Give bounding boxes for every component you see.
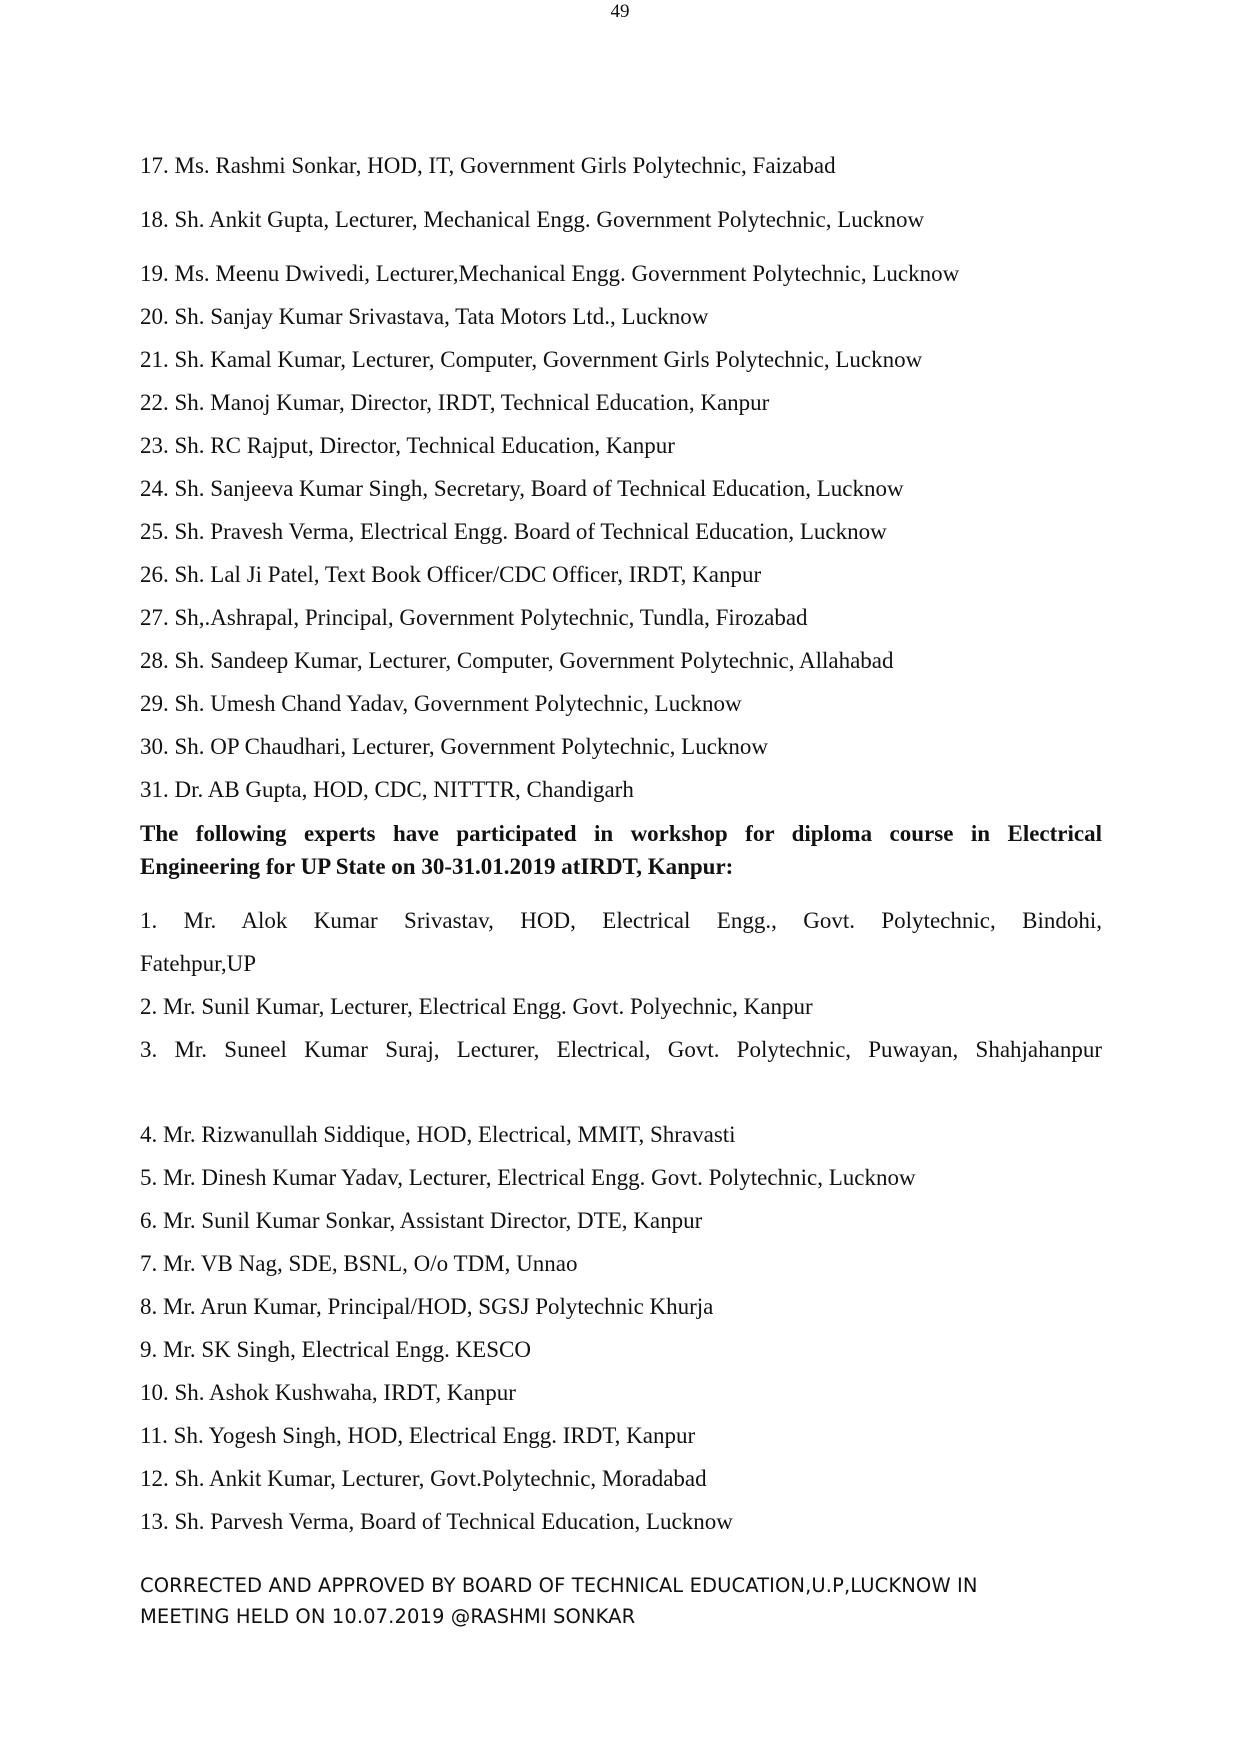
list-item: 31. Dr. AB Gupta, HOD, CDC, NITTTR, Chandigarh: [140, 777, 634, 802]
list-item: 3. Mr. Suneel Kumar Suraj, Lecturer, Electrical, Govt. Polytechnic, Puwayan, Shahjahanpur: [140, 1037, 1102, 1062]
list-item: 8. Mr. Arun Kumar, Principal/HOD, SGSJ Polytechnic Khurja: [140, 1294, 714, 1319]
list-item: 11. Sh. Yogesh Singh, HOD, Electrical Engg. IRDT, Kanpur: [140, 1423, 696, 1448]
list-item: 12. Sh. Ankit Kumar, Lecturer, Govt.Polytechnic, Moradabad: [140, 1466, 707, 1491]
list-item: 5. Mr. Dinesh Kumar Yadav, Lecturer, Electrical Engg. Govt. Polytechnic, Lucknow: [140, 1165, 916, 1190]
list-item: 2. Mr. Sunil Kumar, Lecturer, Electrical Engg. Govt. Polyechnic, Kanpur: [140, 994, 813, 1019]
list-item: 20. Sh. Sanjay Kumar Srivastava, Tata Motors Ltd., Lucknow: [140, 304, 709, 329]
list-item: 30. Sh. OP Chaudhari, Lecturer, Government Polytechnic, Lucknow: [140, 734, 769, 759]
page-number: 49: [610, 1, 630, 22]
approval-footer: [140, 1570, 1140, 1632]
list-item: 7. Mr. VB Nag, SDE, BSNL, O/o TDM, Unnao: [140, 1251, 578, 1276]
spacer: [140, 1071, 1102, 1113]
list-item: 24. Sh. Sanjeeva Kumar Singh, Secretary, Board of Technical Education, Lucknow: [140, 476, 904, 501]
list-item: 23. Sh. RC Rajput, Director, Technical Education, Kanpur: [140, 433, 675, 458]
list-item: 17. Ms. Rashmi Sonkar, HOD, IT, Government Girls Polytechnic, Faizabad: [140, 153, 836, 178]
list-item: 10. Sh. Ashok Kushwaha, IRDT, Kanpur: [140, 1380, 516, 1405]
list-item: 19. Ms. Meenu Dwivedi, Lecturer,Mechanical Engg. Government Polytechnic, Lucknow: [140, 261, 960, 286]
document-body: [140, 144, 1102, 1543]
participant-list-continued: [140, 144, 1102, 811]
list-item: 28. Sh. Sandeep Kumar, Lecturer, Computer, Government Polytechnic, Allahabad: [140, 648, 894, 673]
list-item: 27. Sh,.Ashrapal, Principal, Government Polytechnic, Tundla, Firozabad: [140, 605, 808, 630]
list-item: 13. Sh. Parvesh Verma, Board of Technical Education, Lucknow: [140, 1509, 733, 1534]
footer-line-1: CORRECTED AND APPROVED BY BOARD OF TECHNICAL EDUCATION,U.P,LUCKNOW IN: [140, 1574, 978, 1597]
list-item: 6. Mr. Sunil Kumar Sonkar, Assistant Director, DTE, Kanpur: [140, 1208, 703, 1233]
list-item: 9. Mr. SK Singh, Electrical Engg. KESCO: [140, 1337, 531, 1362]
footer-line-2: MEETING HELD ON 10.07.2019 @RASHMI SONKAR: [140, 1605, 636, 1628]
list-item: 21. Sh. Kamal Kumar, Lecturer, Computer, Government Girls Polytechnic, Lucknow: [140, 347, 923, 372]
section-heading: [140, 817, 1102, 883]
section-heading-line-1: The following experts have participated in workshop for diploma course in Electrical: [140, 821, 1102, 846]
expert-list: [140, 899, 1102, 1543]
list-item: 1. Mr. Alok Kumar Srivastav, HOD, Electrical Engg., Govt. Polytechnic, Bindohi,: [140, 908, 1102, 933]
list-item: 25. Sh. Pravesh Verma, Electrical Engg. Board of Technical Education, Lucknow: [140, 519, 887, 544]
list-item: 18. Sh. Ankit Gupta, Lecturer, Mechanical Engg. Government Polytechnic, Lucknow: [140, 207, 925, 232]
list-item: 4. Mr. Rizwanullah Siddique, HOD, Electrical, MMIT, Shravasti: [140, 1122, 736, 1147]
list-item: 22. Sh. Manoj Kumar, Director, IRDT, Technical Education, Kanpur: [140, 390, 770, 415]
list-item: 26. Sh. Lal Ji Patel, Text Book Officer/CDC Officer, IRDT, Kanpur: [140, 562, 762, 587]
section-heading-line-2: Engineering for UP State on 30-31.01.2019 atIRDT, Kanpur:: [140, 854, 734, 879]
list-item-continuation: Fatehpur,UP: [140, 951, 256, 976]
list-item: 29. Sh. Umesh Chand Yadav, Government Polytechnic, Lucknow: [140, 691, 742, 716]
